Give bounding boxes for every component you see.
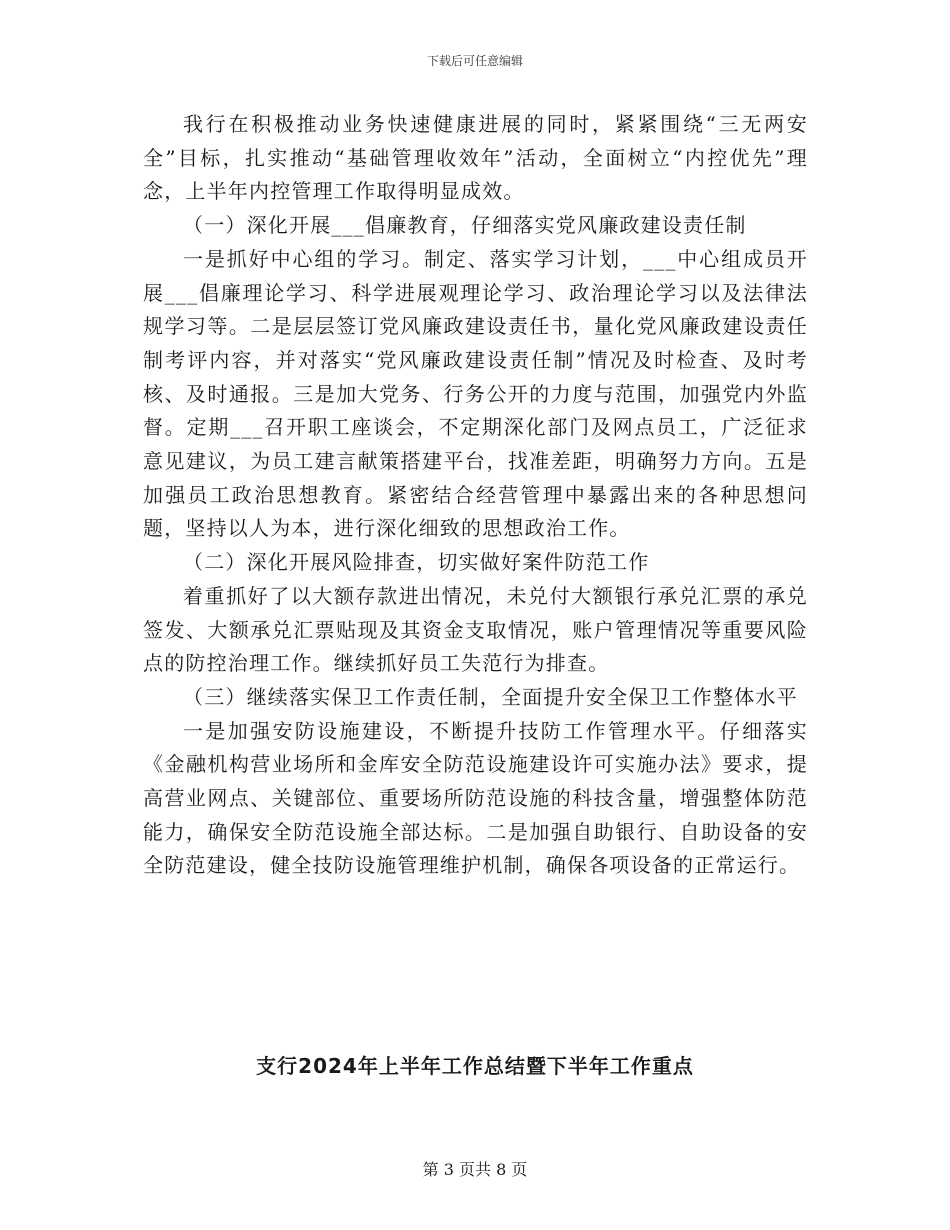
- section-1-paragraph: 一是抓好中心组的学习。制定、落实学习计划，___中心组成员开展___倡廉理论学习、科学进展观理论学习、政治理论学习以及法律法规学习等。二是层层签订党风廉政建设责任书，量化党风廉政建设责任制考评内容，并对落实“党风廉政建设责任制”情况及时检查、及时考核、及时通报。三是加大党务、行务公开的力度与范围，加强党内外监督。定期___召开职工座谈会，不定期深化部门及网点员工，广泛征求意见建议，为员工建言献策搭建平台，找准差距，明确努力方向。五是加强员工政治思想教育。紧密结合经营管理中暴露出来的各种思想问题，坚持以人为本，进行深化细致的思想政治工作。: [143, 246, 808, 541]
- header-note: 下载后可任意编辑: [426, 54, 523, 68]
- section-heading-3: （三）继续落实保卫工作责任制，全面提升安全保卫工作整体水平: [183, 684, 798, 709]
- document-title: 支行2024年上半年工作总结暨下半年工作重点: [256, 1054, 694, 1078]
- section-3-paragraph: 一是加强安防设施建设，不断提升技防工作管理水平。仔细落实《金融机构营业场所和金库安全防范设施建设许可实施办法》要求，提高营业网点、关键部位、重要场所防范设施的科技含量，增强整体防范能力，确保安全防范设施全部达标。二是加强自助银行、自助设备的安全防范建设，健全技防设施管理维护机制，确保各项设备的正常运行。: [143, 718, 808, 878]
- intro-paragraph: 我行在积极推动业务快速健康进展的同时，紧紧围绕“三无两安全”目标，扎实推动“基础管理收效年”活动，全面树立“内控优先”理念，上半年内控管理工作取得明显成效。: [143, 112, 808, 204]
- section-2-paragraph: 着重抓好了以大额存款进出情况，未兑付大额银行承兑汇票的承兑签发、大额承兑汇票贴现及其资金支取情况，账户管理情况等重要风险点的防控治理工作。继续抓好员工失范行为排查。: [143, 583, 808, 676]
- document-body: [143, 108, 808, 883]
- section-heading-1: （一）深化开展___倡廉教育，仔细落实党风廉政建设责任制: [183, 213, 747, 238]
- section-heading-2: （二）深化开展风险排查，切实做好案件防范工作: [183, 550, 650, 575]
- page-number: 第 3 页共 8 页: [422, 1160, 528, 1179]
